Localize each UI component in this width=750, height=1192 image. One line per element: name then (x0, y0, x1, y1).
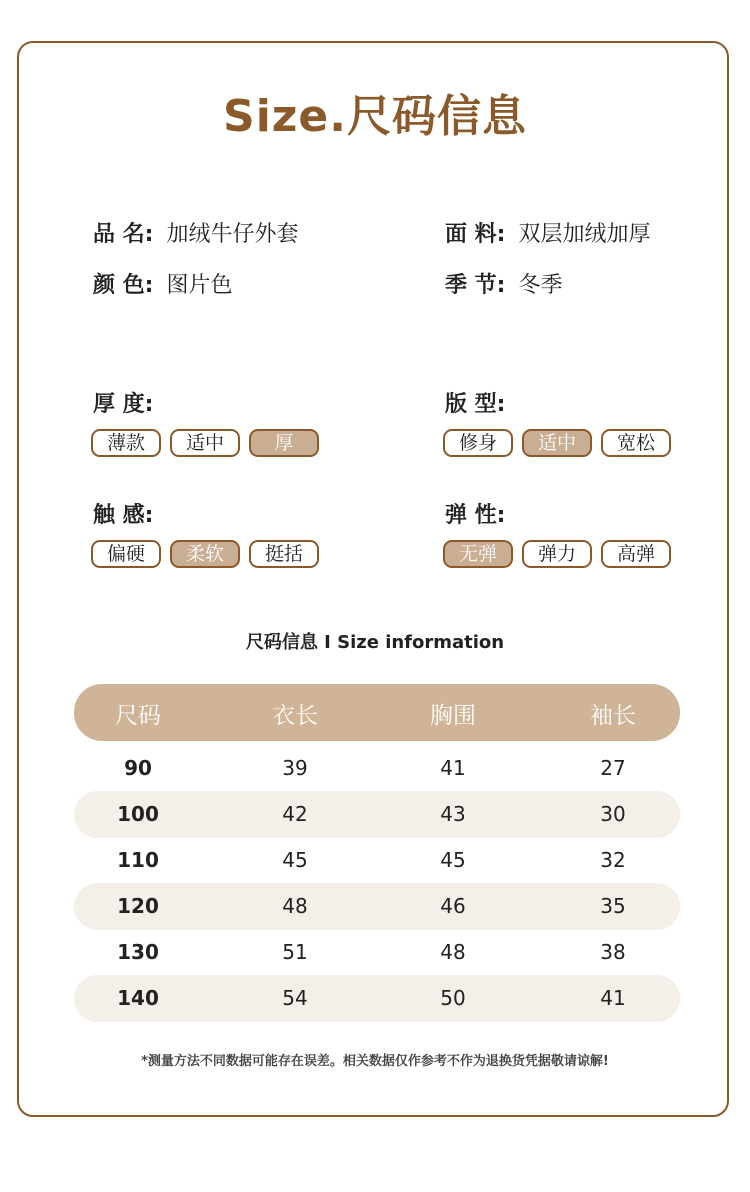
header-length: 衣长 (272, 703, 318, 729)
table-row (74, 791, 680, 838)
thickness-option-1[interactable]: 适中 (170, 429, 240, 457)
fit-option-2[interactable]: 宽松 (601, 429, 671, 457)
table-cell: 51 (282, 940, 308, 964)
table-cell: 43 (440, 802, 466, 826)
info-color (93, 268, 232, 299)
fit-option-1[interactable]: 适中 (522, 429, 592, 457)
table-row (74, 975, 680, 1022)
header-sleeve: 袖长 (590, 703, 636, 729)
table-cell: 54 (282, 986, 308, 1010)
elasticity-option-2[interactable]: 高弹 (601, 540, 671, 568)
touch-option-1[interactable]: 柔软 (170, 540, 240, 568)
elasticity-label: 弹 性: (445, 503, 506, 528)
info-season-label: 季 节: (445, 273, 506, 298)
table-cell: 110 (117, 848, 159, 872)
thickness-option-0[interactable]: 薄款 (91, 429, 161, 457)
header-size: 尺码 (115, 703, 161, 729)
table-cell: 90 (124, 756, 152, 780)
info-season (445, 268, 562, 299)
table-cell: 48 (282, 894, 308, 918)
elasticity-option-1[interactable]: 弹力 (522, 540, 592, 568)
table-cell: 30 (600, 802, 626, 826)
table-cell: 46 (440, 894, 466, 918)
table-cell: 27 (600, 756, 626, 780)
table-cell: 50 (440, 986, 466, 1010)
table-cell: 39 (282, 756, 308, 780)
info-fabric-value: 双层加绒加厚 (518, 222, 651, 247)
table-cell: 45 (282, 848, 308, 872)
header-chest: 胸围 (430, 703, 476, 729)
table-row (74, 745, 680, 792)
table-cell: 41 (600, 986, 626, 1010)
info-color-label: 颜 色: (93, 273, 154, 298)
info-name (93, 217, 298, 248)
table-cell: 35 (600, 894, 626, 918)
table-title: 尺码信息 I Size information (245, 632, 505, 653)
table-header (74, 684, 680, 741)
table-row (74, 837, 680, 884)
info-season-value: 冬季 (518, 273, 563, 298)
touch-option-2[interactable]: 挺括 (249, 540, 319, 568)
table-cell: 48 (440, 940, 466, 964)
info-name-value: 加绒牛仔外套 (166, 222, 299, 247)
table-cell: 100 (117, 802, 159, 826)
table-cell: 130 (117, 940, 159, 964)
page-title: Size.尺码信息 (223, 91, 527, 142)
table-cell: 32 (600, 848, 626, 872)
touch-label: 触 感: (93, 503, 154, 528)
thickness-option-2[interactable]: 厚 (249, 429, 319, 457)
table-cell: 41 (440, 756, 466, 780)
table-cell: 120 (117, 894, 159, 918)
thickness-label: 厚 度: (93, 392, 154, 417)
info-color-value: 图片色 (166, 273, 233, 298)
info-fabric-label: 面 料: (445, 222, 506, 247)
table-cell: 42 (282, 802, 308, 826)
info-name-label: 品 名: (93, 222, 154, 247)
elasticity-option-0[interactable]: 无弹 (443, 540, 513, 568)
disclaimer-note: *测量方法不同数据可能存在误差。相关数据仅作参考不作为退换货凭据敬请谅解! (141, 1054, 609, 1069)
info-fabric (445, 217, 650, 248)
table-cell: 140 (117, 986, 159, 1010)
fit-option-0[interactable]: 修身 (443, 429, 513, 457)
fit-label: 版 型: (445, 392, 506, 417)
table-cell: 45 (440, 848, 466, 872)
table-cell: 38 (600, 940, 626, 964)
table-row (74, 883, 680, 930)
touch-option-0[interactable]: 偏硬 (91, 540, 161, 568)
table-row (74, 929, 680, 976)
